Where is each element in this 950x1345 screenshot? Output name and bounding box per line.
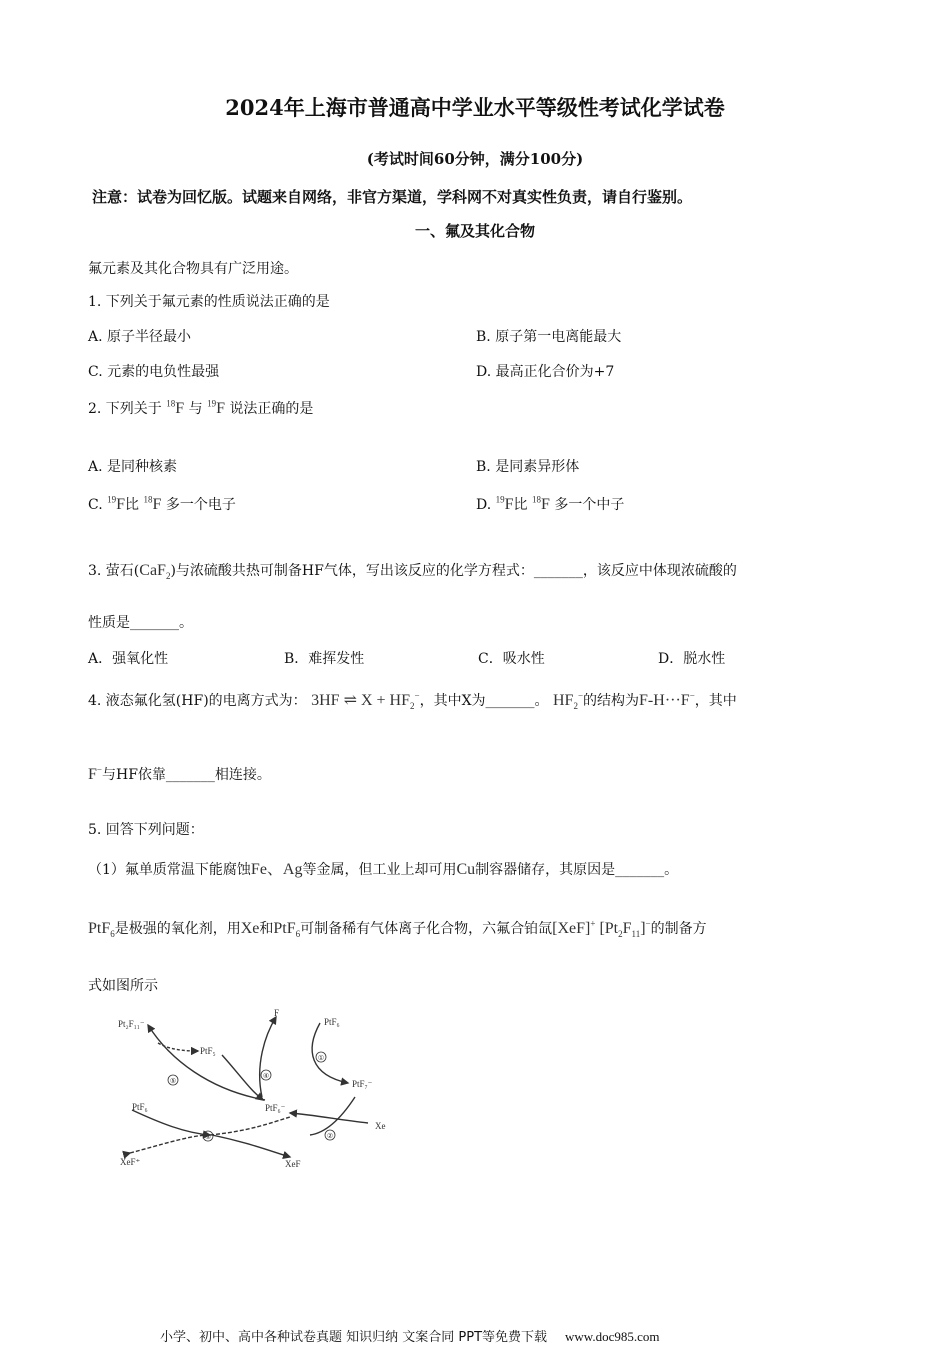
metal-cu: Cu: [456, 861, 476, 878]
arrow-step5: [148, 1025, 265, 1100]
arrow-step3-b: [210, 1117, 290, 1135]
q1-option-c: C. 元素的电负性最强: [88, 364, 220, 380]
formula-xef-pt2f11: [XeF]+ $[Pt_2F_{11}]^-$: [552, 918, 651, 940]
step-1: ①: [317, 1054, 325, 1062]
q5-part2-line2: 式如图所示: [88, 978, 158, 994]
q3-option-b: B．难挥发性: [284, 651, 365, 667]
step-5: ⑤: [169, 1077, 177, 1085]
metals-fe-ag: Fe、Ag: [250, 861, 303, 878]
q2-stem: [88, 398, 313, 418]
q2-option-a: A. 是同种核素: [88, 459, 178, 475]
step-3: ③: [204, 1133, 212, 1141]
equilibrium-arrow-icon: ⇌: [343, 692, 357, 709]
q4-stem: 4. 液态氟化氢(HF)的电离方式为： 3HF ⇌ $X + HF_2^-$，其中X为_______。 $HF_2^-$的结构为F-H···F−，其中: [88, 690, 737, 712]
label-xe: Xe: [375, 1121, 386, 1131]
label-ptf6-left: PtF₆: [132, 1102, 148, 1112]
label-ptf6-top: PtF₆: [324, 1017, 340, 1027]
label-ptf7: PtF₇⁻: [352, 1079, 373, 1089]
label-xefp: XeF⁺: [120, 1157, 141, 1167]
exam-time-note: (考试时间60分钟，满分100分): [366, 150, 584, 168]
arrow-step3-a: [132, 1110, 210, 1135]
q5-part1: （1）氟单质常温下能腐蚀Fe、Ag等金属，但工业上却可用Cu制容器储存，其原因是_______。: [88, 861, 679, 878]
arrow-ptf5-ptf6m: [222, 1055, 263, 1100]
ionization-equation: 3HF ⇌ $X + HF_2^-$: [311, 690, 420, 712]
step-2: ②: [326, 1132, 334, 1140]
q5-part2: PtF$_6$是极强的氧化剂，用Xe和PtF$_6$可制备稀有气体离子化合物，六氟合铂氙[XeF]+ $[Pt_2F_{11}]^-$的制备方: [88, 918, 707, 940]
q3-stem: 3. 萤石(CaF$_2$)与浓硫酸共热可制备HF气体，写出该反应的化学方程式：_______，该反应中体现浓硫酸的: [88, 562, 737, 582]
structure-fhf: F-H···F−: [639, 690, 695, 709]
q2-option-d: D. $^{19}$F比 $^{18}$F 多一个中子: [476, 494, 625, 513]
arrow-step4: [260, 1017, 276, 1097]
q2-option-c: C. $^{19}$F比 $^{18}$F 多一个电子: [88, 494, 236, 513]
reaction-mechanism-diagram: [100, 1005, 410, 1175]
f-minus: F−: [88, 764, 102, 783]
q3-option-c: C．吸水性: [478, 651, 545, 667]
label-ptf5: PtF₅: [200, 1046, 216, 1056]
q2-option-b: B. 是同素异形体: [476, 459, 580, 475]
intro: 氟元素及其化合物具有广泛用途。: [88, 261, 298, 277]
q2-prefix: 2. 下列关于: [88, 401, 162, 417]
footer-text: 小学、初中、高中各种试卷真题 知识归纳 文案合同 PPT等免费下载: [160, 1330, 548, 1345]
q1-option-a: A. 原子半径最小: [88, 329, 192, 345]
q4-line2: F−与HF依靠_______相连接。: [88, 764, 271, 783]
q1-option-b: B. 原子第一电离能最大: [476, 329, 622, 345]
arrow-step3-d: [212, 1135, 290, 1157]
footer: [160, 1326, 660, 1345]
footer-url[interactable]: www.doc985.com: [565, 1329, 660, 1344]
formula-hf2: $HF_2^-$: [553, 690, 584, 712]
q3-option-a: A．强氧化性: [88, 651, 169, 667]
q5-stem: 5. 回答下列问题：: [88, 822, 204, 838]
page-title: 2024年上海市普通高中学业水平等级性考试化学试卷: [225, 95, 725, 120]
formula-caf2: CaF$_2$: [139, 562, 171, 582]
arrow-step2-xe: [290, 1113, 368, 1123]
step-4: ④: [262, 1072, 270, 1080]
label-xef: XeF: [285, 1159, 301, 1169]
label-ptf6m: PtF₆⁻: [265, 1103, 286, 1113]
arrow-step3-c: [130, 1135, 205, 1153]
label-f: F: [274, 1008, 280, 1018]
q1-option-d: D. 最高正化合价为+7: [476, 364, 615, 380]
notice: 注意：试卷为回忆版。试题来自网络，非官方渠道，学科网不对真实性负责，请自行鉴别。: [92, 188, 693, 206]
isotope-f18: $^{18}$F: [166, 398, 185, 417]
q2-suffix: 说法正确的是: [229, 401, 314, 417]
isotope-f19: $^{19}$F: [207, 398, 225, 417]
q3-line2: 性质是_______。: [88, 615, 193, 631]
section-title: 一、氟及其化合物: [414, 222, 535, 240]
q1-stem: 1. 下列关于氟元素的性质说法正确的是: [88, 294, 330, 310]
q3-option-d: D．脱水性: [658, 651, 726, 667]
q2-mid: 与: [188, 401, 203, 417]
label-pt2f11: Pt₂F₁₁⁻: [118, 1019, 145, 1029]
